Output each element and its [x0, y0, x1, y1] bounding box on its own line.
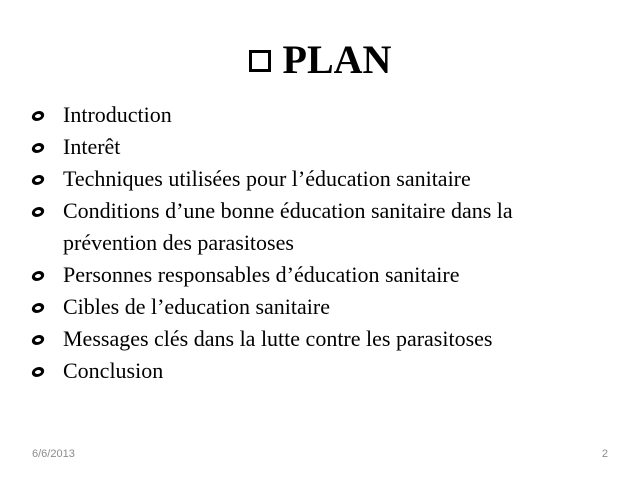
- footer-page-number: 2: [601, 448, 608, 460]
- slide-title-wrapper: [247, 38, 392, 82]
- slide-title-text: PLAN: [282, 37, 392, 82]
- list-item-text: Cibles de l’education sanitaire: [63, 294, 330, 319]
- list-item: [30, 355, 620, 387]
- slide-title: [0, 38, 638, 82]
- circle-bullet-icon: [31, 111, 45, 121]
- square-bullet-icon: [249, 50, 271, 72]
- list-item-text-continued: prévention des parasitoses: [63, 230, 294, 255]
- list-item-text: Conditions d’une bonne éducation sanitaire dans la: [63, 198, 513, 223]
- circle-bullet-icon: [31, 207, 45, 217]
- list-item: [30, 131, 620, 163]
- list-item-text: Conclusion: [63, 358, 164, 383]
- circle-bullet-icon: [31, 175, 45, 185]
- list-item: [30, 291, 620, 323]
- bullet-list: [30, 99, 620, 387]
- circle-bullet-icon: [31, 335, 45, 345]
- footer-date: 6/6/2013: [32, 448, 75, 460]
- list-item: [30, 163, 620, 195]
- list-item: [30, 99, 620, 131]
- circle-bullet-icon: [31, 367, 45, 377]
- list-item-text: Messages clés dans la lutte contre les parasitoses: [63, 326, 493, 351]
- list-item: [30, 259, 620, 291]
- list-item-text: Techniques utilisées pour l’éducation sanitaire: [63, 166, 471, 191]
- list-item-text: Interêt: [63, 134, 121, 159]
- list-item-text: Personnes responsables d’éducation sanitaire: [63, 262, 460, 287]
- circle-bullet-icon: [31, 143, 45, 153]
- list-item: [30, 195, 620, 259]
- circle-bullet-icon: [31, 303, 45, 313]
- list-item: [30, 323, 620, 355]
- list-item-text: Introduction: [63, 102, 172, 127]
- circle-bullet-icon: [31, 271, 45, 281]
